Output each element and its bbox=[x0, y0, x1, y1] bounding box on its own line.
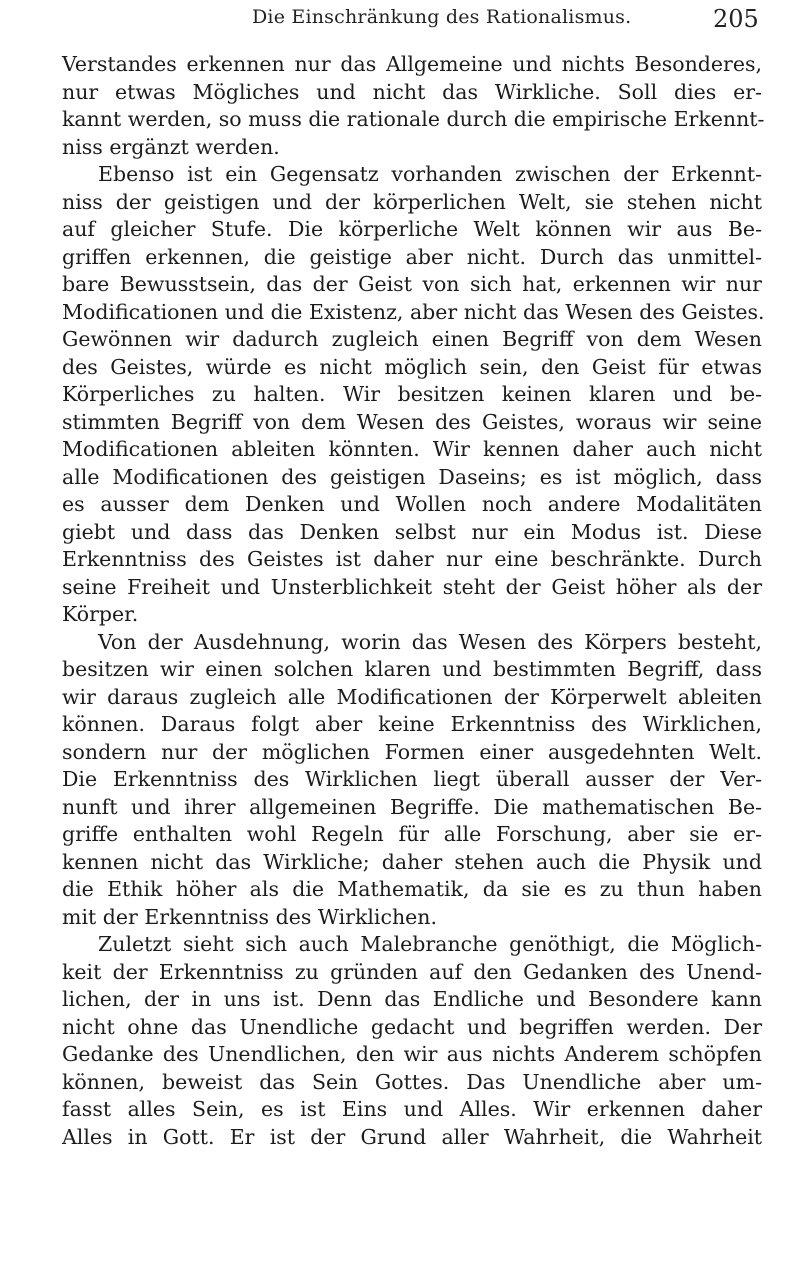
text-line: es ausser dem Denken und Wollen noch andere Modalitäten bbox=[62, 492, 762, 516]
text-line: können, beweist das Sein Gottes. Das Unendliche aber um- bbox=[62, 1069, 762, 1094]
running-title: Die Einschränkung des Rationalismus. bbox=[252, 6, 632, 28]
text-line: Körper. bbox=[62, 602, 139, 626]
text-line: stimmten Begriff von dem Wesen des Geistes, woraus wir seine bbox=[62, 409, 762, 434]
text-line: Gewönnen wir dadurch zugleich einen Begriff von dem Wesen bbox=[62, 327, 762, 351]
text-line: Ebenso ist ein Gegensatz vorhanden zwischen der Erkennt- bbox=[98, 162, 762, 186]
text-line: giebt und dass das Denken selbst nur ein Modus ist. Diese bbox=[62, 519, 762, 544]
text-line: fasst alles Sein, es ist Eins und Alles. Wir erkennen daher bbox=[62, 1097, 762, 1121]
text-line: lichen, der in uns ist. Denn das Endliche und Besondere kann bbox=[62, 987, 762, 1011]
text-line: Körperliches zu halten. Wir besitzen keinen klaren und be- bbox=[62, 382, 762, 406]
text-line: wir daraus zugleich alle Modificationen der Körperwelt ableiten bbox=[62, 684, 762, 709]
text-line: können. Daraus folgt aber keine Erkenntniss des Wirklichen, bbox=[62, 712, 762, 736]
running-head bbox=[0, 2, 800, 42]
text-line: Verstandes erkennen nur das Allgemeine und nichts Besonderes, bbox=[62, 52, 762, 76]
text-line: Erkenntniss des Geistes ist daher nur eine beschränkte. Durch bbox=[62, 547, 762, 571]
text-line: Die Erkenntniss des Wirklichen liegt überall ausser der Ver- bbox=[62, 767, 762, 791]
text-line: griffe enthalten wohl Regeln für alle Forschung, aber sie er- bbox=[62, 822, 762, 846]
text-line: seine Freiheit und Unsterblichkeit steht der Geist höher als der bbox=[62, 574, 762, 599]
text-line: niss der geistigen und der körperlichen Welt, sie stehen nicht bbox=[62, 189, 762, 214]
text-line: griffen erkennen, die geistige aber nicht. Durch das unmittel- bbox=[62, 244, 762, 269]
text-line: die Ethik höher als die Mathematik, da sie es zu thun haben bbox=[62, 877, 762, 901]
text-line: nur etwas Mögliches und nicht das Wirkliche. Soll dies er- bbox=[62, 79, 762, 104]
text-line: nunft und ihrer allgemeinen Begriffe. Die mathematischen Be- bbox=[62, 794, 762, 819]
text-line: niss ergänzt werden. bbox=[62, 134, 280, 159]
text-line: Alles in Gott. Er ist der Grund aller Wahrheit, die Wahrheit bbox=[62, 1124, 762, 1149]
text-line: bare Bewusstsein, das der Geist von sich hat, erkennen wir nur bbox=[62, 272, 762, 296]
text-line: Von der Ausdehnung, worin das Wesen des Körpers besteht, bbox=[98, 629, 762, 654]
text-line: Gedanke des Unendlichen, den wir aus nichts Anderem schöpfen bbox=[62, 1042, 762, 1066]
text-line: kannt werden, so muss die rationale durch die empirische Erkennt- bbox=[62, 107, 765, 131]
text-line: kennen nicht das Wirkliche; daher stehen auch die Physik und bbox=[62, 849, 762, 874]
text-line: Modificationen und die Existenz, aber nicht das Wesen des Geistes. bbox=[62, 299, 765, 324]
text-line: nicht ohne das Unendliche gedacht und begriffen werden. Der bbox=[62, 1014, 762, 1039]
text-line: des Geistes, würde es nicht möglich sein, den Geist für etwas bbox=[62, 354, 762, 379]
body-text bbox=[62, 51, 765, 1151]
text-line: sondern nur der möglichen Formen einer ausgedehnten Welt. bbox=[62, 739, 762, 764]
text-line: mit der Erkenntniss des Wirklichen. bbox=[62, 904, 438, 929]
text-line: auf gleicher Stufe. Die körperliche Welt können wir aus Be- bbox=[62, 217, 762, 241]
text-line: besitzen wir einen solchen klaren und bestimmten Begriff, dass bbox=[62, 657, 762, 681]
text-line: Zuletzt sieht sich auch Malebranche genöthigt, die Möglich- bbox=[98, 932, 762, 956]
text-line: Modificationen ableiten könnten. Wir kennen daher auch nicht bbox=[62, 437, 762, 461]
text-line: alle Modificationen des geistigen Daseins; es ist möglich, dass bbox=[62, 464, 762, 489]
text-line: keit der Erkenntniss zu gründen auf den Gedanken des Unend- bbox=[62, 959, 762, 984]
page-number: 205 bbox=[713, 5, 759, 33]
